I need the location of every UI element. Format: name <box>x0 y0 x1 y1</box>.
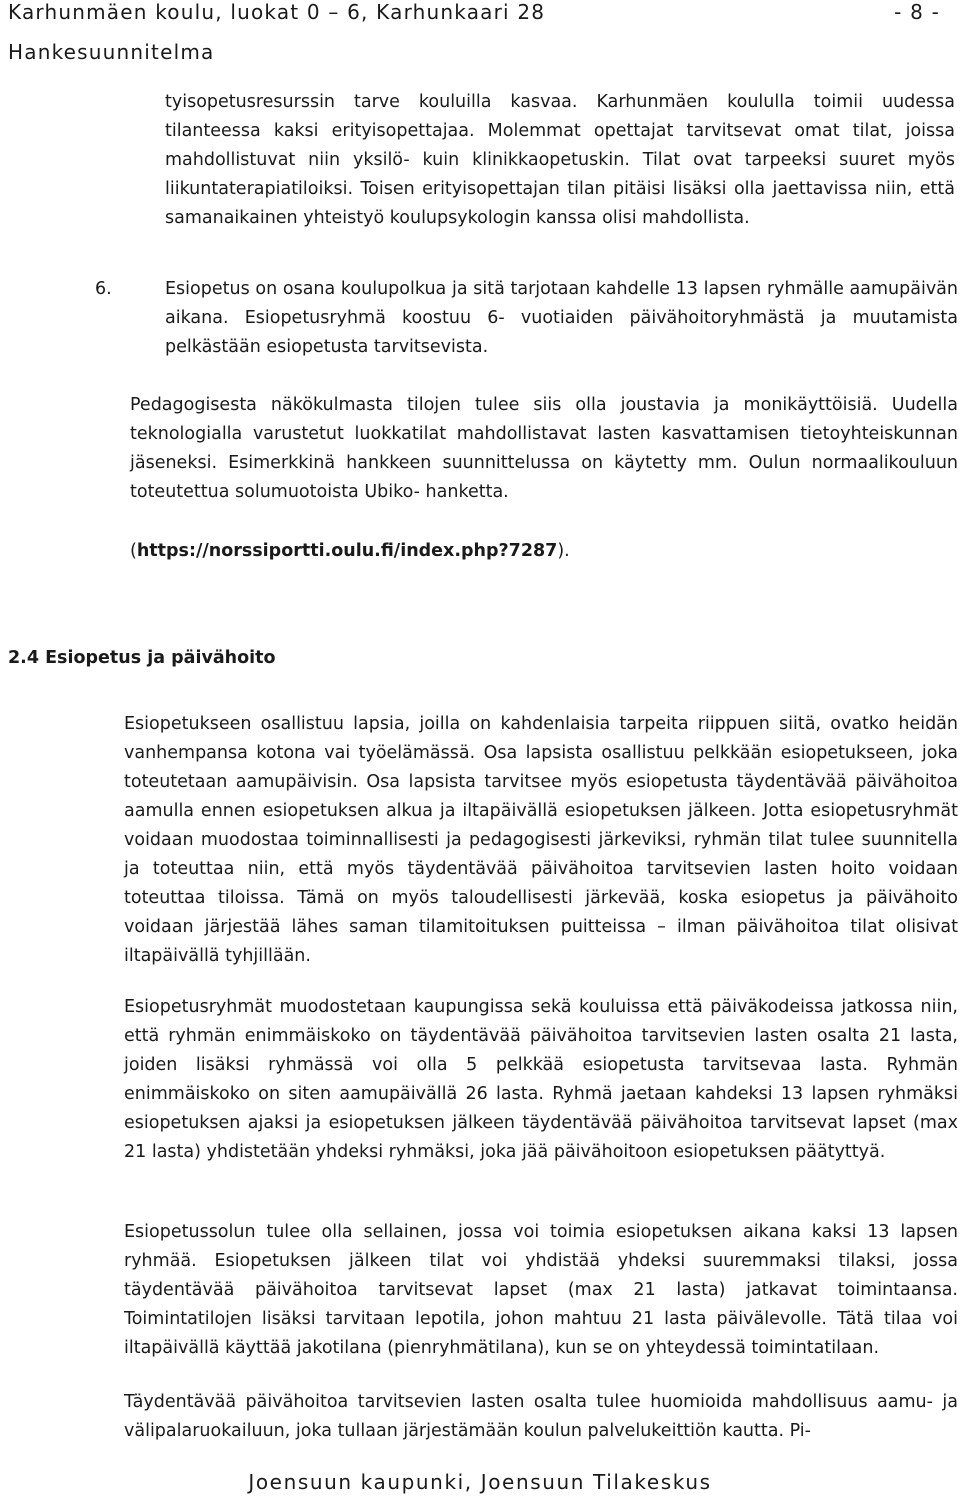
page-number: - 8 - <box>894 0 940 24</box>
paragraph-pedagogy: Pedagogisesta näkökulmasta tilojen tulee siis olla joustavia ja monikäyttöisiä. Uudella teknologialla varustetut luokkatilat mahdollistavat lasten kasvattamisen tietoyhteiskunnan jäseneksi. Esimerkkinä hankkeen suunnittelussa on käytetty mm. Oulun normaalikouluun toteutettua solumuotoista Ubiko- hanketta. <box>130 395 958 502</box>
paragraph-group-size: Esiopetusryhmät muodostetaan kaupungissa sekä kouluissa että päiväkodeissa jatkossa niin, että ryhmän enimmäiskoko on täydentävää päivähoitoa tarvitsevien lasten osalta 21 lasta, joiden lisäksi ryhmässä voi olla 5 pelkkää esiopetusta tarvitsevaa lasta. Ryhmän enimmäiskoko on siten aamupäivällä 26 lasta. Ryhmä jaetaan kahdeksi 13 lapsen ryhmäksi esiopetuksen ajaksi ja esiopetuksen jälkeen täydentävää päivähoitoa tarvitsevat lapset (max 21 lasta) yhdistetään yhdeksi ryhmäksi, joka jää päivähoitoon esiopetuksen päätyttyä. <box>124 997 958 1162</box>
paragraph-meals: Täydentävää päivähoitoa tarvitsevien lasten osalta tulee huomioida mahdollisuus aamu- ja välipalaruokailuun, joka tullaan järjestämään koulun palvelukeittiön kautta. Pi- <box>124 1392 958 1441</box>
item-number: 6. <box>95 279 112 299</box>
reference-link-line: (https://norssiportti.oulu.fi/index.php?7287). <box>130 541 570 561</box>
header-title: Karhunmäen koulu, luokat 0 – 6, Karhunkaari 28 <box>8 0 546 24</box>
reference-link[interactable]: https://norssiportti.oulu.fi/index.php?7287 <box>136 541 558 561</box>
paragraph-preschool-participation: Esiopetukseen osallistuu lapsia, joilla on kahdenlaisia tarpeita riippuen siitä, ovatko heidän vanhempansa kotona vai työelämässä. Osa lapsista osallistuu pelkkään esiopetukseen, joka toteutetaan aamupäivisin. Osa lapsista tarvitsee myös esiopetusta täydentävää päivähoitoa aamulla ennen esiopetuksen alkua ja iltapäivällä esiopetuksen jälkeen. Jotta esiopetusryhmät voidaan muodostaa toiminnallisesti ja pedagogisesti järkeviksi, ryhmän tilat tulee suunnitella ja toteuttaa niin, että myös täydentävää päivähoitoa tarvitsevien lasten hoito voidaan toteuttaa tiloissa. Tämä on myös taloudellisesti järkevää, koska esiopetus ja päivähoito voidaan järjestää lähes saman tilamitoituksen puitteissa – ilman päivähoitoa tilat olisivat iltapäivällä tyhjillään. <box>124 714 958 966</box>
paragraph-preschool-unit: Esiopetussolun tulee olla sellainen, jossa voi toimia esiopetuksen aikana kaksi 13 lapsen ryhmää. Esiopetuksen jälkeen tilat voi yhdistää yhdeksi suuremmaksi tilaksi, jossa täydentävää päivähoitoa tarvitsevat lapset (max 21 lasta) jatkavat toimintaansa. Toimintatilojen lisäksi tarvitaan lepotila, johon mahtuu 21 lasta päivälevolle. Tätä tilaa voi iltapäivällä käyttää jakotilana (pienryhmätilana), kun se on yhteydessä toimintatilaan. <box>124 1222 958 1358</box>
section-heading: 2.4 Esiopetus ja päivähoito <box>8 648 276 668</box>
paragraph-preschool-group: Esiopetus on osana koulupolkua ja sitä tarjotaan kahdelle 13 lapsen ryhmälle aamupäivän aikana. Esiopetusryhmä koostuu 6- vuotiaiden päivähoitoryhmästä ja muutamista pelkästään esiopetusta tarvitsevista. <box>165 279 958 357</box>
paragraph-special-education: tyisopetusresurssin tarve kouluilla kasvaa. Karhunmäen koululla toimii uudessa tilanteessa kaksi erityisopettajaa. Molemmat opettajat tarvitsevat omat tilat, joissa mahdollistuvat niin yksilö- kuin klinikkaopetuskin. Tilat ovat tarpeeksi suuret myös liikuntaterapiatiloiksi. Toisen erityisopettajan tilan pitäisi lisäksi olla jaettavissa niin, että samanaikainen yhteistyö koulupsykologin kanssa olisi mahdollista. <box>165 92 955 228</box>
header-subtitle: Hankesuunnitelma <box>8 40 215 64</box>
page-header <box>8 0 940 24</box>
page-footer: Joensuun kaupunki, Joensuun Tilakeskus <box>248 1470 712 1494</box>
numbered-item-6 <box>95 275 958 362</box>
